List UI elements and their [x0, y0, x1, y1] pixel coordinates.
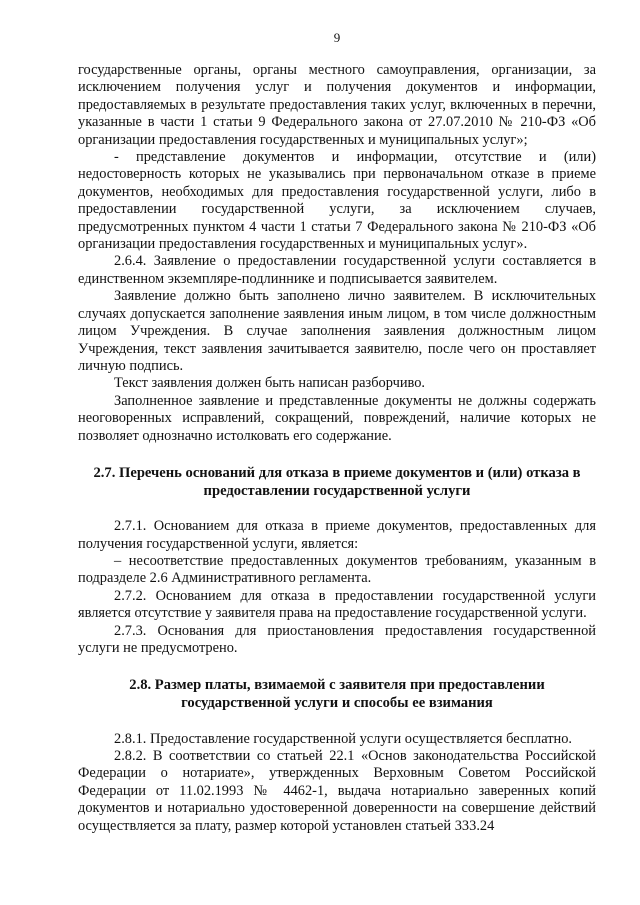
- document-page: [78, 30, 596, 835]
- paragraph-2-7-1: 2.7.1. Основанием для отказа в приеме документов, предоставленных для получения государственной услуги, является:: [78, 518, 596, 552]
- section-heading-2-8: 2.8. Размер платы, взимаемой с заявителя при предоставлении государственной услуги и способы ее взимания: [129, 677, 545, 711]
- spacer: [78, 713, 596, 731]
- section-heading-2-7: 2.7. Перечень оснований для отказа в приеме документов и (или) отказа в предоставлении государственной услуги: [93, 464, 581, 499]
- paragraph-2-8-1: 2.8.1. Предоставление государственной услуги осуществляется бесплатно.: [114, 730, 573, 747]
- paragraph-missing-documents: - представление документов и информации, отсутствие и (или) недостоверность которых не указывались при первоначальном отказе в приеме документов, необходимых для предоставления государственной услуги, либо в предоставлении государственной услуги, за исключением случаев, предусмотренных пунктом 4 части 1 статьи 7 Федерального закона № 210-ФЗ «Об организации предоставления государственных и муниципальных услуг».: [78, 149, 596, 253]
- paragraph-2-7-2: 2.7.2. Основанием для отказа в предоставлении государственной услуги является отсутствие у заявителя права на предоставление государственной услуги.: [78, 587, 596, 622]
- spacer: [78, 445, 596, 465]
- paragraph-2-7-3: 2.7.3. Основания для приостановления предоставления государственной услуги не предусмотрено.: [78, 622, 596, 656]
- paragraph-personal-fill: Заявление должно быть заполнено лично заявителем. В исключительных случаях допускается заполнение заявления иным лицом, в том числе должностным лицом Учреждения. В случае заполнения заявления должностным лицом Учреждения, текст заявления зачитывается заявителю, после чего он проставляет личную подпись.: [78, 288, 596, 374]
- paragraph-agencies-continuation: государственные органы, органы местного самоуправления, организации, за исключением получения услуг и получения документов и информации, предоставляемых в результате предоставления таких услуг, включенных в перечни, указанные в части 1 статьи 9 Федерального закона от 27.07.2010 № 210-ФЗ «Об организации предоставления государственных и муниципальных услуг»;: [78, 62, 596, 148]
- page-number: 9: [333, 30, 341, 45]
- paragraph-no-corrections: Заполненное заявление и представленные документы не должны содержать неоговоренных исправлений, сокращений, повреждений, наличие которых не позволяет однозначно истолковать его содержание.: [78, 392, 596, 444]
- paragraph-2-8-2: 2.8.2. В соответствии со статьей 22.1 «Основ законодательства Российской Федерации о нотариате», утвержденных Верховным Советом Российской Федерации от 11.02.1993 № 4462-1, выдача нотариально заверенных копий документов и нотариально удостоверенной доверенности на совершение действий осуществляется за плату, размер которой установлен статьей 333.24: [78, 747, 596, 834]
- paragraph-2-6-4: 2.6.4. Заявление о предоставлении государственной услуги составляется в единственном экземпляре-подлиннике и подписывается заявителем.: [78, 253, 596, 287]
- paragraph-nonconformity: – несоответствие предоставленных документов требованиям, указанным в подразделе 2.6 Административного регламента.: [78, 552, 596, 587]
- spacer: [78, 500, 596, 518]
- spacer: [78, 657, 596, 677]
- paragraph-legible: Текст заявления должен быть написан разборчиво.: [114, 375, 426, 392]
